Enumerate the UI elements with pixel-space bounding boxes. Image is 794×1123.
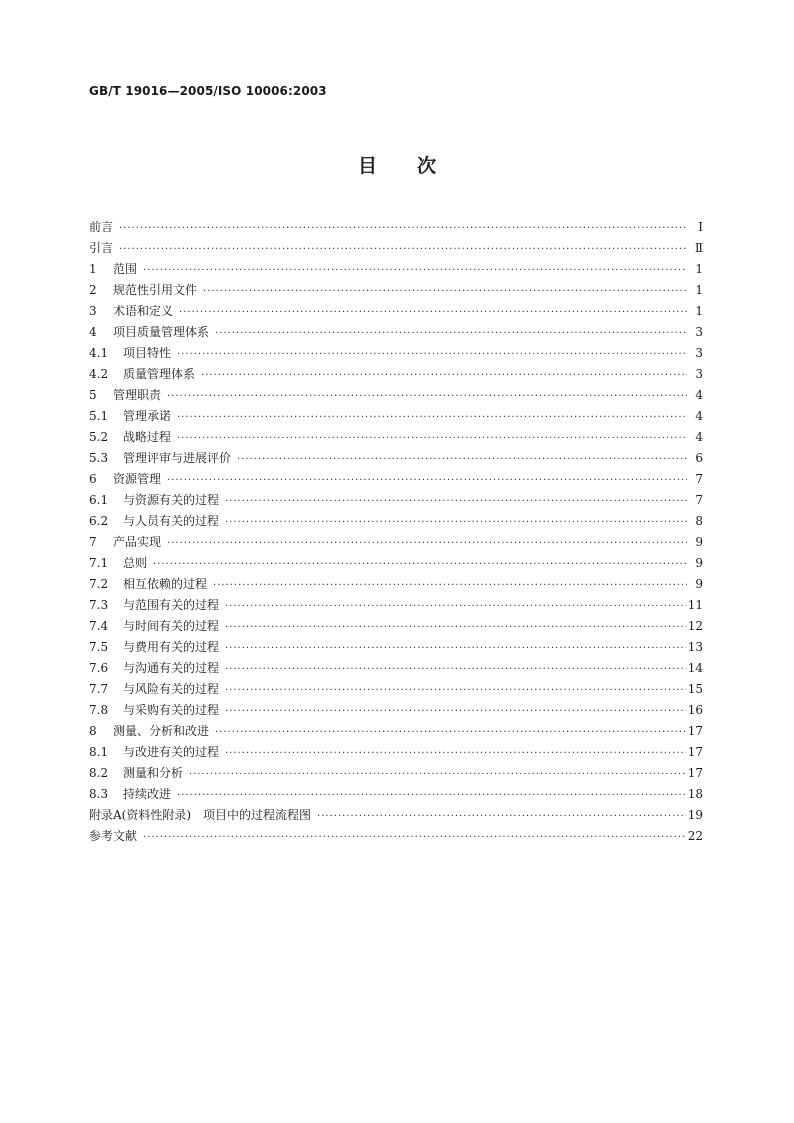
toc-entry-number: 7.5 [89,640,109,654]
toc-entry[interactable] [89,385,703,406]
toc-entry[interactable] [89,805,703,826]
toc-entry-page: 14 [687,661,703,675]
toc-entry-number: 7.2 [89,577,109,591]
toc-entry-page: 9 [695,535,703,549]
toc-entry-number: 7.3 [89,598,109,612]
toc-entry-number: 8.2 [89,766,109,780]
toc-entry-number: 2 [89,283,97,297]
toc-entry-number: 4.2 [89,367,109,381]
toc-entry[interactable] [89,238,703,259]
toc-entry[interactable] [89,259,703,280]
toc-entry-number: 8.1 [89,745,109,759]
toc-leader-dots [167,471,687,490]
toc-entry-page: 19 [687,808,703,822]
toc-entry-page: 4 [695,430,703,444]
toc-entry-label: 范围 [113,262,138,276]
toc-entry[interactable] [89,469,703,490]
toc-leader-dots [225,639,686,658]
toc-leader-dots [119,240,687,259]
toc-leader-dots [177,429,687,448]
toc-entry-label: 与时间有关的过程 [123,619,220,633]
toc-leader-dots [225,702,686,721]
toc-leader-dots [215,324,687,343]
toc-entry-number: 5 [89,388,97,402]
toc-entry-page: 4 [695,388,703,402]
toc-leader-dots [153,555,687,574]
toc-entry[interactable] [89,679,703,700]
toc-leader-dots [179,303,687,322]
toc-entry[interactable] [89,406,703,427]
page-title: 目次 [357,155,476,177]
toc-entry-number: 7.8 [89,703,109,717]
toc-entry-page: 17 [687,724,703,738]
toc-leader-dots [225,597,686,616]
toc-entry-number: 8.3 [89,787,109,801]
toc-entry[interactable] [89,448,703,469]
toc-entry-number: 7 [89,535,97,549]
toc-entry-label: 持续改进 [123,787,172,801]
toc-entry-label: 相互依赖的过程 [123,577,208,591]
toc-entry-number: 6 [89,472,97,486]
toc-leader-dots [167,387,687,406]
toc-entry-number: 4 [89,325,97,339]
toc-entry-label: 质量管理体系 [123,367,196,381]
toc-entry-label: 术语和定义 [113,304,174,318]
toc-leader-dots [177,408,687,427]
toc-entry-number: 7.1 [89,556,109,570]
toc-entry-label: 与改进有关的过程 [123,745,220,759]
toc-entry-label: 管理职责 [113,388,162,402]
toc-entry-label: 总则 [123,556,148,570]
toc-entry-number: 1 [89,262,97,276]
toc-entry-page: 1 [695,304,703,318]
toc-leader-dots [225,660,686,679]
toc-entry[interactable] [89,490,703,511]
toc-entry-page: 17 [687,766,703,780]
toc-entry-label: 引言 [89,241,114,255]
toc-entry-number: 7.6 [89,661,109,675]
toc-entry-label: 管理评审与进展评价 [123,451,232,465]
table-of-contents [89,217,703,847]
toc-entry-number: 6.1 [89,493,109,507]
toc-entry-label: 参考文献 [89,829,138,843]
toc-entry-label: 项目质量管理体系 [113,325,210,339]
toc-entry-number: 6.2 [89,514,109,528]
toc-entry-label: 测量和分析 [123,766,184,780]
toc-leader-dots [225,744,686,763]
document-code: GB/T 19016—2005/ISO 10006:2003 [89,84,327,98]
toc-entry-label: 前言 [89,220,114,234]
toc-entry-number: 3 [89,304,97,318]
toc-entry-page: 15 [687,682,703,696]
toc-entry-page: 18 [687,787,703,801]
toc-entry-page: I [698,220,703,234]
toc-entry[interactable] [89,637,703,658]
toc-leader-dots [177,786,686,805]
toc-entry-label: 资源管理 [113,472,162,486]
toc-entry-page: 12 [687,619,703,633]
toc-entry[interactable] [89,364,703,385]
toc-entry-number: 4.1 [89,346,109,360]
toc-entry[interactable] [89,343,703,364]
toc-entry-label: 与范围有关的过程 [123,598,220,612]
toc-leader-dots [237,450,687,469]
toc-entry[interactable] [89,742,703,763]
toc-entry-page: 4 [695,409,703,423]
toc-leader-dots [143,261,687,280]
toc-entry-page: 9 [695,556,703,570]
toc-entry-label: 与人员有关的过程 [123,514,220,528]
toc-entry[interactable] [89,595,703,616]
toc-entry-page: 1 [695,283,703,297]
toc-entry-page: 1 [695,262,703,276]
toc-entry[interactable] [89,721,703,742]
toc-leader-dots [225,492,687,511]
toc-entry[interactable] [89,217,703,238]
toc-entry-number: 5.1 [89,409,109,423]
toc-entry-page: 8 [695,514,703,528]
toc-leader-dots [201,366,687,385]
toc-entry-number: 7.7 [89,682,109,696]
toc-leader-dots [213,576,687,595]
toc-entry-label: 与资源有关的过程 [123,493,220,507]
toc-entry-label: 产品实现 [113,535,162,549]
toc-entry-label: 附录A(资料性附录) 项目中的过程流程图 [89,808,312,822]
toc-entry-page: 3 [695,325,703,339]
toc-leader-dots [203,282,687,301]
toc-entry-label: 规范性引用文件 [113,283,198,297]
toc-entry-label: 与沟通有关的过程 [123,661,220,675]
toc-entry-page: 17 [687,745,703,759]
toc-leader-dots [317,807,686,826]
toc-leader-dots [177,345,687,364]
toc-entry-label: 与风险有关的过程 [123,682,220,696]
toc-entry-page: 6 [695,451,703,465]
toc-entry[interactable] [89,784,703,805]
toc-leader-dots [215,723,686,742]
toc-entry-number: 7.4 [89,619,109,633]
toc-entry-page: 7 [695,472,703,486]
toc-entry-page: 22 [687,829,703,843]
toc-entry-label: 战略过程 [123,430,172,444]
toc-entry-page: 7 [695,493,703,507]
toc-entry-page: 3 [695,367,703,381]
toc-leader-dots [225,513,687,532]
toc-entry-label: 管理承诺 [123,409,172,423]
toc-entry[interactable] [89,826,703,847]
toc-leader-dots [225,618,686,637]
toc-entry[interactable] [89,427,703,448]
toc-entry[interactable] [89,280,703,301]
toc-entry-label: 项目特性 [123,346,172,360]
toc-entry[interactable] [89,553,703,574]
toc-entry[interactable] [89,301,703,322]
toc-entry-number: 5.2 [89,430,109,444]
toc-entry-page: 3 [695,346,703,360]
toc-entry-page: Ⅱ [694,241,703,255]
toc-entry-page: 9 [695,577,703,591]
toc-leader-dots [225,681,686,700]
toc-entry-number: 8 [89,724,97,738]
toc-entry-label: 与费用有关的过程 [123,640,220,654]
toc-entry-page: 16 [687,703,703,717]
toc-entry[interactable] [89,763,703,784]
toc-entry[interactable] [89,574,703,595]
toc-entry[interactable] [89,658,703,679]
toc-entry[interactable] [89,700,703,721]
toc-entry-number: 5.3 [89,451,109,465]
toc-entry[interactable] [89,322,703,343]
toc-leader-dots [143,828,686,847]
toc-leader-dots [189,765,686,784]
toc-entry-page: 11 [687,598,703,612]
toc-entry[interactable] [89,532,703,553]
toc-leader-dots [167,534,687,553]
toc-entry[interactable] [89,616,703,637]
toc-entry[interactable] [89,511,703,532]
toc-leader-dots [119,219,687,238]
toc-entry-label: 与采购有关的过程 [123,703,220,717]
toc-entry-label: 测量、分析和改进 [113,724,210,738]
toc-entry-page: 13 [687,640,703,654]
